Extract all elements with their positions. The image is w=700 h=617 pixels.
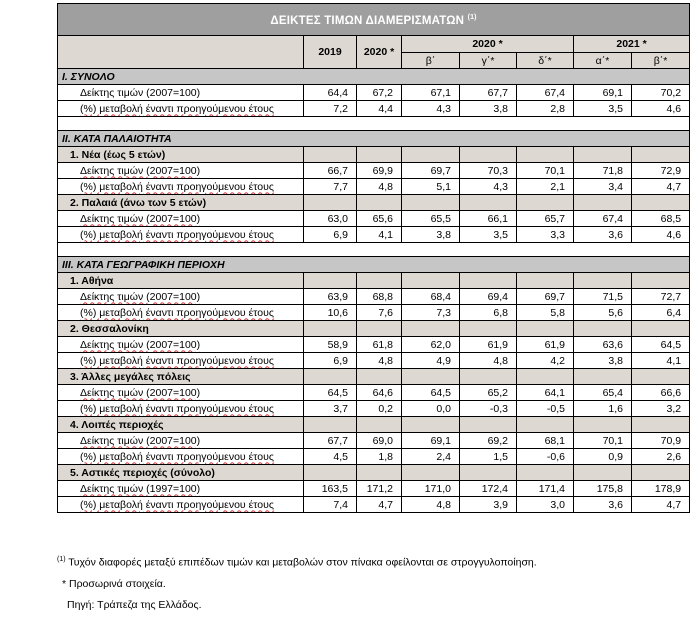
subsection-fill [632, 417, 690, 433]
row-label: Δείκτης τιμών (2007=100) [58, 433, 304, 449]
section-title: II. ΚΑΤΑ ΠΑΛΑΙΟΤΗΤΑ [58, 131, 690, 147]
header-2020: 2020 * [357, 36, 402, 69]
subsection-fill [460, 273, 517, 289]
table-row [58, 227, 690, 243]
value-cell: 66,7 [304, 163, 357, 179]
value-cell: 1,8 [357, 449, 402, 465]
value-cell: 70,3 [460, 163, 517, 179]
value-cell: 7,4 [304, 497, 357, 513]
value-cell: 70,1 [517, 163, 574, 179]
value-cell: 5,8 [517, 305, 574, 321]
value-cell: 178,9 [632, 481, 690, 497]
subsection-fill [517, 321, 574, 337]
spacer-cell [304, 117, 357, 131]
value-cell: 4,6 [632, 101, 690, 117]
value-cell: 3,5 [460, 227, 517, 243]
spacer-cell [357, 243, 402, 257]
spacer-cell [574, 117, 632, 131]
subsection-fill [304, 369, 357, 385]
header-2019: 2019 [304, 36, 357, 69]
value-cell: 7,2 [304, 101, 357, 117]
subsection-fill [402, 147, 460, 163]
value-cell: 72,7 [632, 289, 690, 305]
value-cell: 171,4 [517, 481, 574, 497]
value-cell: 3,8 [402, 227, 460, 243]
value-cell: 4,8 [357, 179, 402, 195]
subsection-fill [574, 321, 632, 337]
subsection-fill [460, 147, 517, 163]
value-cell: 68,5 [632, 211, 690, 227]
title-note-mark: (1) [467, 14, 477, 22]
value-cell: 67,7 [304, 433, 357, 449]
subsection-fill [304, 417, 357, 433]
value-cell: 6,9 [304, 227, 357, 243]
value-cell: 69,7 [402, 163, 460, 179]
spacer-cell [517, 243, 574, 257]
table-row [58, 337, 690, 353]
subsection-fill [304, 273, 357, 289]
row-label: (%) μεταβολή έναντι προηγούμενου έτους [58, 449, 304, 465]
value-cell: 69,0 [357, 433, 402, 449]
value-cell: 69,1 [574, 85, 632, 101]
value-cell: 65,5 [402, 211, 460, 227]
table-row [58, 305, 690, 321]
value-cell: 71,8 [574, 163, 632, 179]
value-cell: 7,3 [402, 305, 460, 321]
subsection-fill [460, 369, 517, 385]
spacer-row [58, 117, 690, 131]
value-cell: 6,9 [304, 353, 357, 369]
value-cell: 64,4 [304, 85, 357, 101]
footnote-source: Πηγή: Τράπεζα της Ελλάδος. [67, 598, 202, 611]
value-cell: 3,9 [460, 497, 517, 513]
subsection-fill [460, 195, 517, 211]
row-label: (%) μεταβολή έναντι προηγούμενου έτους [58, 353, 304, 369]
value-cell: 63,9 [304, 289, 357, 305]
value-cell: 62,0 [402, 337, 460, 353]
value-cell: 171,2 [357, 481, 402, 497]
value-cell: 3,6 [574, 497, 632, 513]
value-cell: 4,7 [632, 497, 690, 513]
header-q2-2020: β΄ [402, 53, 460, 69]
value-cell: 4,2 [517, 353, 574, 369]
subsection-row [58, 321, 690, 337]
value-cell: 69,7 [517, 289, 574, 305]
subsection-fill [357, 195, 402, 211]
subsection-title: 2. Θεσσαλονίκη [58, 321, 304, 337]
row-label: (%) μεταβολή έναντι προηγούμενου έτους [58, 305, 304, 321]
row-label: Δείκτης τιμών (2007=100) [58, 289, 304, 305]
subsection-title: 5. Αστικές περιοχές (σύνολο) [58, 465, 304, 481]
value-cell: 4,8 [357, 353, 402, 369]
value-cell: 7,6 [357, 305, 402, 321]
spacer-cell [402, 243, 460, 257]
subsection-fill [402, 417, 460, 433]
value-cell: 64,5 [632, 337, 690, 353]
value-cell: 64,5 [304, 385, 357, 401]
value-cell: 1,5 [460, 449, 517, 465]
value-cell: 3,8 [460, 101, 517, 117]
subsection-fill [402, 465, 460, 481]
value-cell: 2,8 [517, 101, 574, 117]
value-cell: 0,2 [357, 401, 402, 417]
value-cell: 4,9 [402, 353, 460, 369]
value-cell: 3,3 [517, 227, 574, 243]
table-row [58, 353, 690, 369]
value-cell: 67,4 [574, 211, 632, 227]
value-cell: -0,5 [517, 401, 574, 417]
subsection-fill [574, 147, 632, 163]
spacer-cell [357, 117, 402, 131]
value-cell: 65,4 [574, 385, 632, 401]
subsection-fill [402, 321, 460, 337]
value-cell: 66,6 [632, 385, 690, 401]
subsection-fill [304, 321, 357, 337]
value-cell: 4,7 [357, 497, 402, 513]
value-cell: 2,4 [402, 449, 460, 465]
subsection-fill [517, 147, 574, 163]
subsection-fill [574, 465, 632, 481]
value-cell: 2,6 [632, 449, 690, 465]
subsection-fill [632, 147, 690, 163]
value-cell: 69,9 [357, 163, 402, 179]
subsection-fill [574, 417, 632, 433]
subsection-fill [574, 273, 632, 289]
value-cell: 3,5 [574, 101, 632, 117]
header-q4-2020: δ΄* [517, 53, 574, 69]
value-cell: 65,6 [357, 211, 402, 227]
value-cell: 3,8 [574, 353, 632, 369]
table-row [58, 433, 690, 449]
value-cell: 66,1 [460, 211, 517, 227]
subsection-fill [574, 369, 632, 385]
subsection-row [58, 273, 690, 289]
subsection-fill [460, 465, 517, 481]
value-cell: 61,8 [357, 337, 402, 353]
value-cell: 4,8 [460, 353, 517, 369]
row-label: Δείκτης τιμών (2007=100) [58, 385, 304, 401]
header-blank [58, 36, 304, 69]
spacer-cell [517, 117, 574, 131]
row-label: (%) μεταβολή έναντι προηγούμενου έτους [58, 401, 304, 417]
footnote-provisional: * Προσωρινά στοιχεία. [62, 577, 166, 590]
table-row [58, 385, 690, 401]
value-cell: 4,3 [402, 101, 460, 117]
spacer-cell [460, 243, 517, 257]
value-cell: 68,8 [357, 289, 402, 305]
value-cell: 0,0 [402, 401, 460, 417]
value-cell: 61,9 [460, 337, 517, 353]
value-cell: 65,7 [517, 211, 574, 227]
value-cell: 70,1 [574, 433, 632, 449]
footnote-rounding: $^{(1)}$ Τυχόν διαφορές μεταξύ επιπέδων τιμών και μεταβολών στον πίνακα οφείλονται σε στρογγυλοποίηση. [57, 556, 537, 569]
value-cell: 6,4 [632, 305, 690, 321]
subsection-fill [460, 321, 517, 337]
table-row [58, 85, 690, 101]
subsection-fill [460, 417, 517, 433]
value-cell: 69,2 [460, 433, 517, 449]
subsection-fill [357, 273, 402, 289]
section-total [58, 69, 690, 85]
value-cell: 5,6 [574, 305, 632, 321]
table-row [58, 481, 690, 497]
subsection-fill [402, 369, 460, 385]
subsection-fill [517, 369, 574, 385]
subsection-fill [632, 195, 690, 211]
subsection-title: 1. Αθήνα [58, 273, 304, 289]
subsection-fill [517, 273, 574, 289]
subsection-fill [304, 465, 357, 481]
spacer-cell [58, 243, 304, 257]
subsection-fill [632, 321, 690, 337]
subsection-title: 2. Παλαιά (άνω των 5 ετών) [58, 195, 304, 211]
subsection-row [58, 195, 690, 211]
apartment-price-index-table [57, 3, 690, 513]
value-cell: 69,4 [460, 289, 517, 305]
table-title: ΔΕΙΚΤΕΣ ΤΙΜΩΝ ΔΙΑΜΕΡΙΣΜΑΤΩΝ $^{(1)}$ [58, 4, 690, 36]
subsection-fill [357, 417, 402, 433]
value-cell: 68,1 [517, 433, 574, 449]
table-row [58, 179, 690, 195]
value-cell: 58,9 [304, 337, 357, 353]
spacer-cell [304, 243, 357, 257]
spacer-cell [460, 117, 517, 131]
spacer-cell [402, 117, 460, 131]
value-cell: 4,4 [357, 101, 402, 117]
value-cell: 4,7 [632, 179, 690, 195]
row-label: (%) μεταβολή έναντι προηγούμενου έτους [58, 497, 304, 513]
subsection-fill [357, 465, 402, 481]
value-cell: 3,7 [304, 401, 357, 417]
subsection-fill [632, 273, 690, 289]
subsection-fill [304, 195, 357, 211]
subsection-title: 4. Λοιπές περιοχές [58, 417, 304, 433]
header-q3-2020: γ΄* [460, 53, 517, 69]
value-cell: 163,5 [304, 481, 357, 497]
section-age [58, 131, 690, 147]
value-cell: 0,9 [574, 449, 632, 465]
spacer-row [58, 243, 690, 257]
header-q2-2021: β΄* [632, 53, 690, 69]
footnotes [57, 553, 537, 617]
table-row [58, 497, 690, 513]
value-cell: 64,5 [402, 385, 460, 401]
spacer-cell [58, 117, 304, 131]
value-cell: 67,1 [402, 85, 460, 101]
value-cell: 172,4 [460, 481, 517, 497]
subsection-fill [304, 147, 357, 163]
subsection-fill [632, 465, 690, 481]
table-row [58, 289, 690, 305]
row-label: Δείκτης τιμών (2007=100) [58, 85, 304, 101]
subsection-fill [357, 321, 402, 337]
value-cell: 3,0 [517, 497, 574, 513]
value-cell: 1,6 [574, 401, 632, 417]
row-label: (%) μεταβολή έναντι προηγούμενου έτους [58, 179, 304, 195]
value-cell: 61,9 [517, 337, 574, 353]
subsection-title: 1. Νέα (έως 5 ετών) [58, 147, 304, 163]
table-row [58, 163, 690, 179]
row-label: (%) μεταβολή έναντι προηγούμενου έτους [58, 227, 304, 243]
section-title: III. ΚΑΤΑ ΓΕΩΓΡΑΦΙΚΗ ΠΕΡΙΟΧΗ [58, 257, 690, 273]
value-cell: 67,2 [357, 85, 402, 101]
value-cell: 3,6 [574, 227, 632, 243]
section-title: I. ΣΥΝΟΛΟ [58, 69, 690, 85]
value-cell: 4,8 [402, 497, 460, 513]
subsection-title: 3. Άλλες μεγάλες πόλεις [58, 369, 304, 385]
subsection-row [58, 147, 690, 163]
value-cell: 3,4 [574, 179, 632, 195]
subsection-fill [402, 195, 460, 211]
value-cell: 64,1 [517, 385, 574, 401]
subsection-fill [517, 417, 574, 433]
value-cell: 171,0 [402, 481, 460, 497]
value-cell: 69,1 [402, 433, 460, 449]
section-region [58, 257, 690, 273]
table-row [58, 101, 690, 117]
value-cell: 68,4 [402, 289, 460, 305]
row-label: Δείκτης τιμών (2007=100) [58, 337, 304, 353]
value-cell: 67,4 [517, 85, 574, 101]
subsection-row [58, 417, 690, 433]
subsection-fill [517, 195, 574, 211]
value-cell: -0,6 [517, 449, 574, 465]
subsection-fill [402, 273, 460, 289]
value-cell: 4,1 [632, 353, 690, 369]
subsection-fill [357, 147, 402, 163]
table-row [58, 449, 690, 465]
subsection-fill [632, 369, 690, 385]
value-cell: 4,3 [460, 179, 517, 195]
value-cell: 63,6 [574, 337, 632, 353]
subsection-fill [517, 465, 574, 481]
row-label: (%) μεταβολή έναντι προηγούμενου έτους [58, 101, 304, 117]
header-q1-2021: α΄* [574, 53, 632, 69]
value-cell: 175,8 [574, 481, 632, 497]
value-cell: 63,0 [304, 211, 357, 227]
header-group-2021: 2021 * [574, 36, 690, 53]
value-cell: 70,2 [632, 85, 690, 101]
table-row [58, 401, 690, 417]
row-label: Δείκτης τιμών (2007=100) [58, 211, 304, 227]
header-group-2020: 2020 * [402, 36, 574, 53]
value-cell: 5,1 [402, 179, 460, 195]
value-cell: 70,9 [632, 433, 690, 449]
spacer-cell [574, 243, 632, 257]
row-label: Δείκτης τιμών (2007=100) [58, 163, 304, 179]
spacer-cell [632, 117, 690, 131]
subsection-row [58, 369, 690, 385]
value-cell: 6,8 [460, 305, 517, 321]
value-cell: 72,9 [632, 163, 690, 179]
value-cell: 10,6 [304, 305, 357, 321]
value-cell: 65,2 [460, 385, 517, 401]
subsection-fill [357, 369, 402, 385]
value-cell: 4,5 [304, 449, 357, 465]
subsection-row [58, 465, 690, 481]
value-cell: -0,3 [460, 401, 517, 417]
value-cell: 2,1 [517, 179, 574, 195]
subsection-fill [574, 195, 632, 211]
value-cell: 67,7 [460, 85, 517, 101]
spacer-cell [632, 243, 690, 257]
value-cell: 71,5 [574, 289, 632, 305]
value-cell: 7,7 [304, 179, 357, 195]
table-row [58, 211, 690, 227]
value-cell: 4,6 [632, 227, 690, 243]
value-cell: 3,2 [632, 401, 690, 417]
row-label: Δείκτης τιμών (1997=100) [58, 481, 304, 497]
value-cell: 4,1 [357, 227, 402, 243]
value-cell: 64,6 [357, 385, 402, 401]
